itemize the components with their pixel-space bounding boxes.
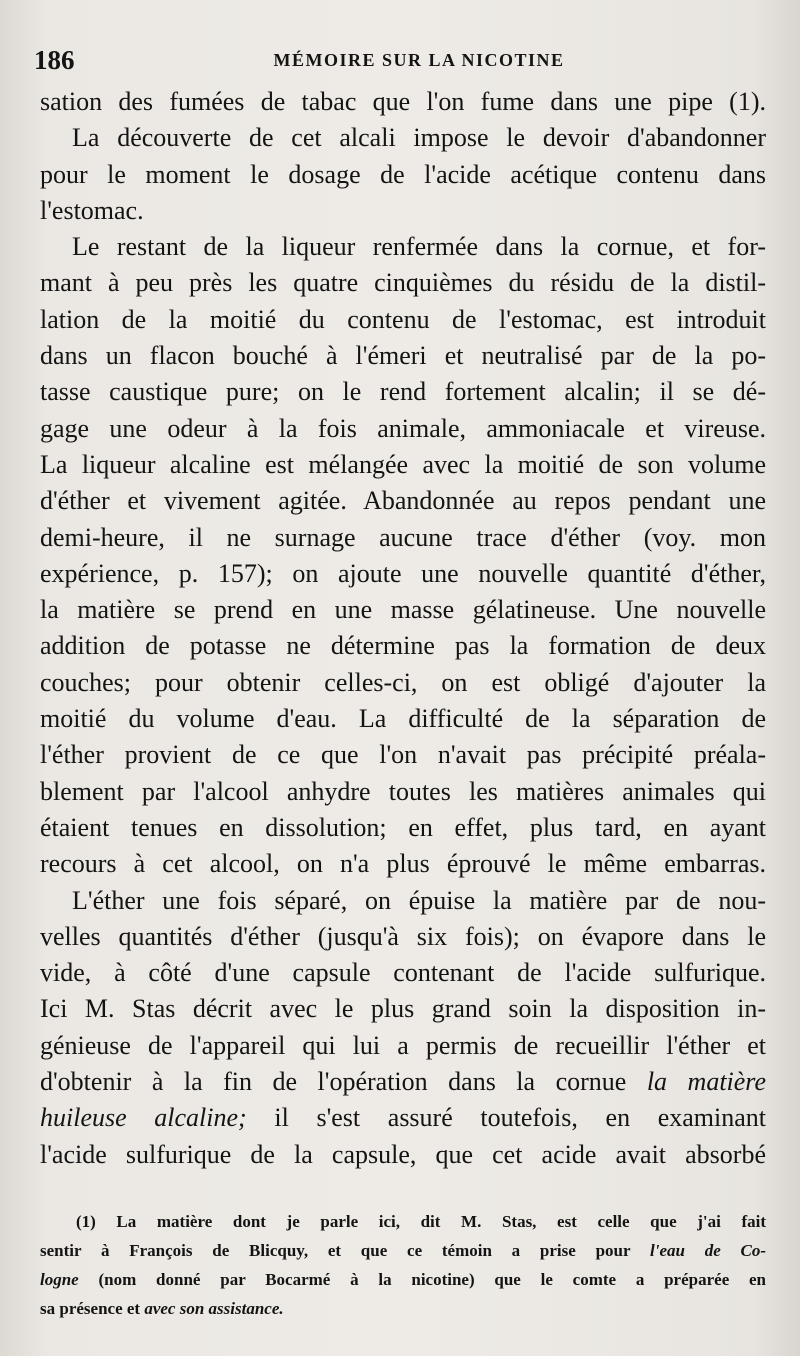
italic-term: la matière	[646, 1067, 766, 1097]
text-line: Ici M. Stas décrit avec le plus grand soin la disposition in-	[40, 994, 766, 1024]
text-line: génieuse de l'appareil qui lui a permis de recueillir l'éther et	[40, 1030, 766, 1060]
text-line: addition de potasse ne détermine pas la formation de deux	[40, 631, 766, 661]
text-line: couches; pour obtenir celles-ci, on est obligé d'ajouter la	[40, 667, 766, 697]
text-line: Le restant de la liqueur renfermée dans la cornue, et for-	[72, 232, 766, 262]
text-line: mant à peu près les quatre cinquièmes du résidu de la distil-	[40, 268, 766, 298]
text-line: La liqueur alcaline est mélangée avec la moitié de son volume	[40, 449, 766, 479]
text-line	[40, 1064, 766, 1100]
footnote-line	[40, 1265, 766, 1294]
text-line: velles quantités d'éther (jusqu'à six fois); on évapore dans le	[40, 921, 766, 951]
text-line: La découverte de cet alcali impose le devoir d'abandonner	[72, 123, 766, 153]
text-line: l'éther provient de ce que l'on n'avait pas précipité préala-	[40, 740, 766, 770]
text-line: la matière se prend en une masse gélatineuse. Une nouvelle	[40, 595, 766, 625]
italic-term: l'eau de Co-	[650, 1241, 766, 1260]
footnote-line: (1) La matière dont je parle ici, dit M. Stas, est celle que j'ai fait	[76, 1212, 766, 1231]
text-line: recours à cet alcool, on n'a plus éprouvé le même embarras.	[40, 849, 766, 879]
text-line: L'éther une fois séparé, on épuise la matière par de nou-	[72, 885, 766, 915]
text-line: lation de la moitié du contenu de l'estomac, est introduit	[40, 304, 766, 334]
text-segment: sa présence et	[40, 1299, 141, 1318]
running-title: MÉMOIRE SUR LA NICOTINE	[273, 50, 565, 70]
text-line: sation des fumées de tabac que l'on fume dans une pipe (1).	[40, 87, 766, 116]
text-line: vide, à côté d'une capsule contenant de l'acide sulfurique.	[40, 958, 766, 988]
text-line: l'estomac.	[40, 195, 144, 225]
text-line: moitié du volume d'eau. La difficulté de la séparation de	[40, 704, 766, 734]
text-segment: d'obtenir à la fin de l'opération dans la cornue	[40, 1067, 627, 1097]
text-line: pour le moment le dosage de l'acide acétique contenu dans	[40, 159, 766, 189]
italic-term: huileuse alcaline;	[40, 1103, 247, 1133]
text-line: l'acide sulfurique de la capsule, que cet acide avait absorbé	[40, 1139, 766, 1169]
footnote-line	[40, 1294, 766, 1323]
footnote-line	[40, 1236, 766, 1265]
text-line: demi-heure, il ne surnage aucune trace d'éther (voy. mon	[40, 522, 766, 552]
text-line: tasse caustique pure; on le rend fortement alcalin; il se dé-	[40, 377, 766, 407]
italic-term: avec son assistance.	[144, 1299, 284, 1318]
page-header	[34, 40, 764, 80]
body-text	[40, 84, 766, 1173]
text-segment: il s'est assuré toutefois, en examinant	[274, 1103, 766, 1133]
text-line: expérience, p. 157); on ajoute une nouvelle quantité d'éther,	[40, 558, 766, 588]
text-line: d'éther et vivement agitée. Abandonnée au repos pendant une	[40, 486, 766, 516]
italic-term: logne	[40, 1270, 79, 1289]
page-number: 186	[34, 45, 75, 75]
text-line	[40, 1100, 766, 1136]
text-segment: sentir à François de Blicquy, et que ce témoin a prise pour	[40, 1241, 631, 1260]
text-line: étaient tenues en dissolution; en effet, plus tard, en ayant	[40, 812, 766, 842]
text-segment: (nom donné par Bocarmé à la nicotine) que le comte a préparée en	[98, 1270, 766, 1289]
text-line: gage une odeur à la fois animale, ammoniacale et vireuse.	[40, 413, 766, 443]
text-line: dans un flacon bouché à l'émeri et neutralisé par de la po-	[40, 341, 766, 371]
text-line: blement par l'alcool anhydre toutes les matières animales qui	[40, 776, 766, 806]
footnote	[40, 1207, 766, 1323]
